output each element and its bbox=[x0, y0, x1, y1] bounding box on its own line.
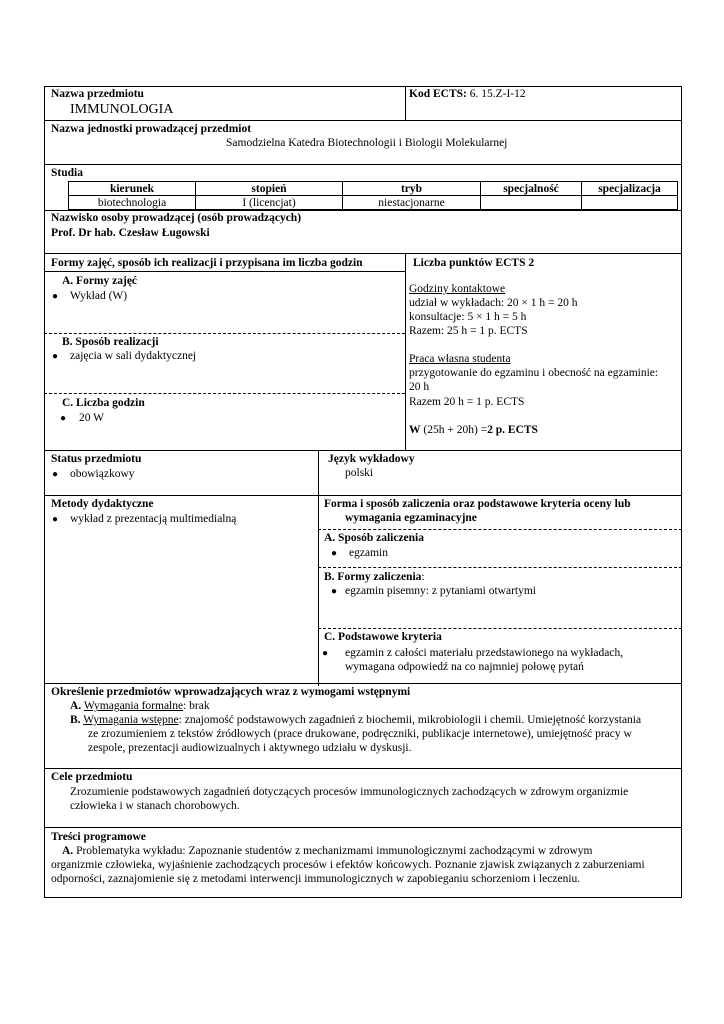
goals-text-cont: człowieka i w stanach chorobowych. bbox=[70, 800, 240, 812]
studies-data-row bbox=[69, 196, 678, 210]
assessment-label-cont: wymagania egzaminacyjne bbox=[345, 512, 477, 524]
goals-label: Cele przedmiotu bbox=[51, 771, 133, 783]
ects-code bbox=[409, 88, 526, 101]
content-label: Treści programowe bbox=[51, 831, 146, 843]
assessment-b-item: egzamin pisemny: z pytaniami otwartymi bbox=[345, 585, 536, 597]
divider bbox=[44, 271, 405, 272]
language-label: Język wykładowy bbox=[328, 453, 415, 465]
dashed-divider bbox=[44, 333, 405, 334]
prereq-a bbox=[70, 700, 210, 713]
methods-label: Metody dydaktyczne bbox=[51, 498, 154, 510]
prereq-a-label: Wymagania formalne bbox=[83, 700, 184, 712]
methods-value: wykład z prezentacją multimedialną bbox=[70, 513, 237, 525]
divider bbox=[405, 86, 406, 120]
content-prefix: A. bbox=[62, 845, 74, 857]
ects-code-value: 6. 15.Z-I-12 bbox=[469, 88, 526, 100]
bullet-icon: ● bbox=[52, 514, 59, 525]
studies-cell: niestacjonarne bbox=[343, 196, 481, 210]
bullet-icon: ● bbox=[52, 351, 59, 362]
assessment-c-item-cont: wymagana odpowiedź na co najmniej połowę pytań bbox=[345, 661, 584, 673]
status-value: obowiązkowy bbox=[70, 468, 135, 480]
prereq-a-prefix: A. bbox=[70, 700, 82, 712]
assessment-b-colon: : bbox=[421, 571, 425, 583]
prereq-b-prefix: B. bbox=[70, 714, 81, 726]
assessment-label: Forma i sposób zaliczenia oraz podstawowe kryteria oceny lub bbox=[324, 498, 631, 510]
divider bbox=[44, 768, 682, 769]
studies-cell bbox=[582, 196, 678, 210]
forms-a-title: A. Formy zajęć bbox=[62, 275, 138, 287]
content-line bbox=[62, 845, 592, 858]
studies-header-row bbox=[69, 182, 678, 196]
ects-code-label: Kod ECTS: bbox=[409, 88, 467, 100]
divider bbox=[405, 253, 406, 450]
unit-value: Samodzielna Katedra Biotechnologii i Biologii Molekularnej bbox=[226, 137, 508, 149]
ects-contact-line: udział w wykładach: 20 × 1 h = 20 h bbox=[409, 297, 578, 309]
bullet-icon: ● bbox=[52, 469, 59, 480]
bullet-icon: ● bbox=[52, 291, 59, 302]
bullet-icon: ● bbox=[331, 548, 338, 559]
unit-label: Nazwa jednostki prowadzącej przedmiot bbox=[51, 123, 252, 135]
divider bbox=[44, 683, 682, 684]
studies-header-cell: specjalizacja bbox=[582, 182, 678, 196]
status-label: Status przedmiotu bbox=[51, 453, 142, 465]
assessment-c-item: egzamin z całości materiału przedstawionego na wykładach, bbox=[345, 647, 624, 659]
studies-label: Studia bbox=[51, 167, 83, 179]
studies-header-cell: stopień bbox=[196, 182, 343, 196]
prereq-b-cont: zespole, prezentacji audiowizualnych i aktywnego udziału w dyskusji. bbox=[88, 742, 412, 754]
studies-cell bbox=[481, 196, 582, 210]
ects-total bbox=[409, 424, 538, 437]
studies-header-cell: tryb bbox=[343, 182, 481, 196]
divider bbox=[44, 495, 682, 496]
content-line: organizmie człowieka, wyjaśnienie zachodzących procesów i efektów końcowych. Poznanie zjawisk związanych z zaburzeniami bbox=[51, 859, 645, 871]
dashed-divider bbox=[318, 567, 682, 568]
divider bbox=[44, 450, 682, 451]
dashed-divider bbox=[44, 393, 405, 394]
assessment-a-item: egzamin bbox=[349, 547, 388, 559]
ects-total-end: 2 p. ECTS bbox=[487, 424, 538, 436]
divider bbox=[44, 253, 682, 254]
ects-total-mid: (25h + 20h) = bbox=[420, 424, 488, 436]
ects-self-line: 20 h bbox=[409, 381, 430, 393]
prereq-b-value: : znajomość podstawowych zagadnień z biochemii, mikrobiologii i chemii. Umiejętność korzystania bbox=[178, 714, 642, 726]
studies-header-cell: specjalność bbox=[481, 182, 582, 196]
forms-c-item: 20 W bbox=[79, 412, 105, 424]
prereq-a-value: : brak bbox=[183, 700, 210, 712]
ects-label: Liczba punktów ECTS 2 bbox=[413, 257, 535, 269]
studies-table bbox=[68, 181, 678, 210]
goals-text: Zrozumienie podstawowych zagadnień dotyczących procesów immunologicznych zachodzących w zdrowym organizmie bbox=[70, 786, 629, 798]
subject-label: Nazwa przedmiotu bbox=[51, 88, 144, 100]
forms-a-item: Wykład (W) bbox=[70, 290, 128, 302]
ects-contact-line: Razem: 25 h = 1 p. ECTS bbox=[409, 325, 528, 337]
divider bbox=[318, 450, 319, 686]
forms-b-item: zajęcia w sali dydaktycznej bbox=[70, 350, 197, 362]
divider bbox=[44, 120, 682, 121]
dashed-divider bbox=[318, 628, 682, 629]
subject-name: IMMUNOLOGIA bbox=[70, 102, 174, 117]
lecturer-name: Prof. Dr hab. Czesław Ługowski bbox=[51, 227, 210, 239]
divider bbox=[44, 164, 682, 165]
assessment-a-title: A. Sposób zaliczenia bbox=[324, 532, 424, 544]
ects-contact-line: konsultacje: 5 × 1 h = 5 h bbox=[409, 311, 527, 323]
content-text: Problematyka wykładu: Zapoznanie studentów z mechanizmami immunologicznymi zachodzącymi w zdrowym bbox=[73, 845, 593, 857]
bullet-icon: ● bbox=[322, 648, 329, 659]
prereq-b-label: Wymagania wstępne bbox=[83, 714, 179, 726]
ects-contact-title: Godziny kontaktowe bbox=[409, 283, 506, 295]
forms-b-title: B. Sposób realizacji bbox=[62, 336, 159, 348]
ects-total-w: W bbox=[409, 424, 421, 436]
ects-self-line: Razem 20 h = 1 p. ECTS bbox=[409, 396, 525, 408]
forms-c-title: C. Liczba godzin bbox=[62, 397, 145, 409]
ects-self-title: Praca własna studenta bbox=[409, 353, 511, 365]
ects-self-line: przygotowanie do egzaminu i obecność na egzaminie: bbox=[409, 367, 659, 379]
studies-cell: I (licencjat) bbox=[196, 196, 343, 210]
prereq-b-cont: ze zrozumieniem z tekstów źródłowych (prace drukowane, podręczniki, publikacje internetowe), umiejętność pracy w bbox=[88, 728, 632, 740]
language-value: polski bbox=[345, 467, 374, 479]
forms-label: Formy zajęć, sposób ich realizacji i przypisana im liczba godzin bbox=[51, 257, 363, 269]
studies-cell: biotechnologia bbox=[69, 196, 196, 210]
bullet-icon: ● bbox=[60, 413, 67, 424]
assessment-b-title bbox=[324, 571, 425, 584]
prereq-label: Określenie przedmiotów wprowadzających wraz z wymogami wstępnymi bbox=[51, 686, 411, 698]
studies-header-cell: kierunek bbox=[69, 182, 196, 196]
prereq-b bbox=[70, 714, 641, 727]
divider bbox=[44, 210, 682, 211]
assessment-b-title-text: B. Formy zaliczenia bbox=[324, 571, 422, 583]
lecturer-label: Nazwisko osoby prowadzącej (osób prowadzących) bbox=[51, 212, 302, 224]
assessment-c-title: C. Podstawowe kryteria bbox=[324, 631, 442, 643]
divider bbox=[44, 827, 682, 828]
bullet-icon: ● bbox=[331, 586, 338, 597]
dashed-divider bbox=[318, 529, 682, 530]
content-line: odporności, zaznajomienie się z metodami interwencji immunologicznych w zapobieganiu schorzeniom i leczeniu. bbox=[51, 873, 581, 885]
